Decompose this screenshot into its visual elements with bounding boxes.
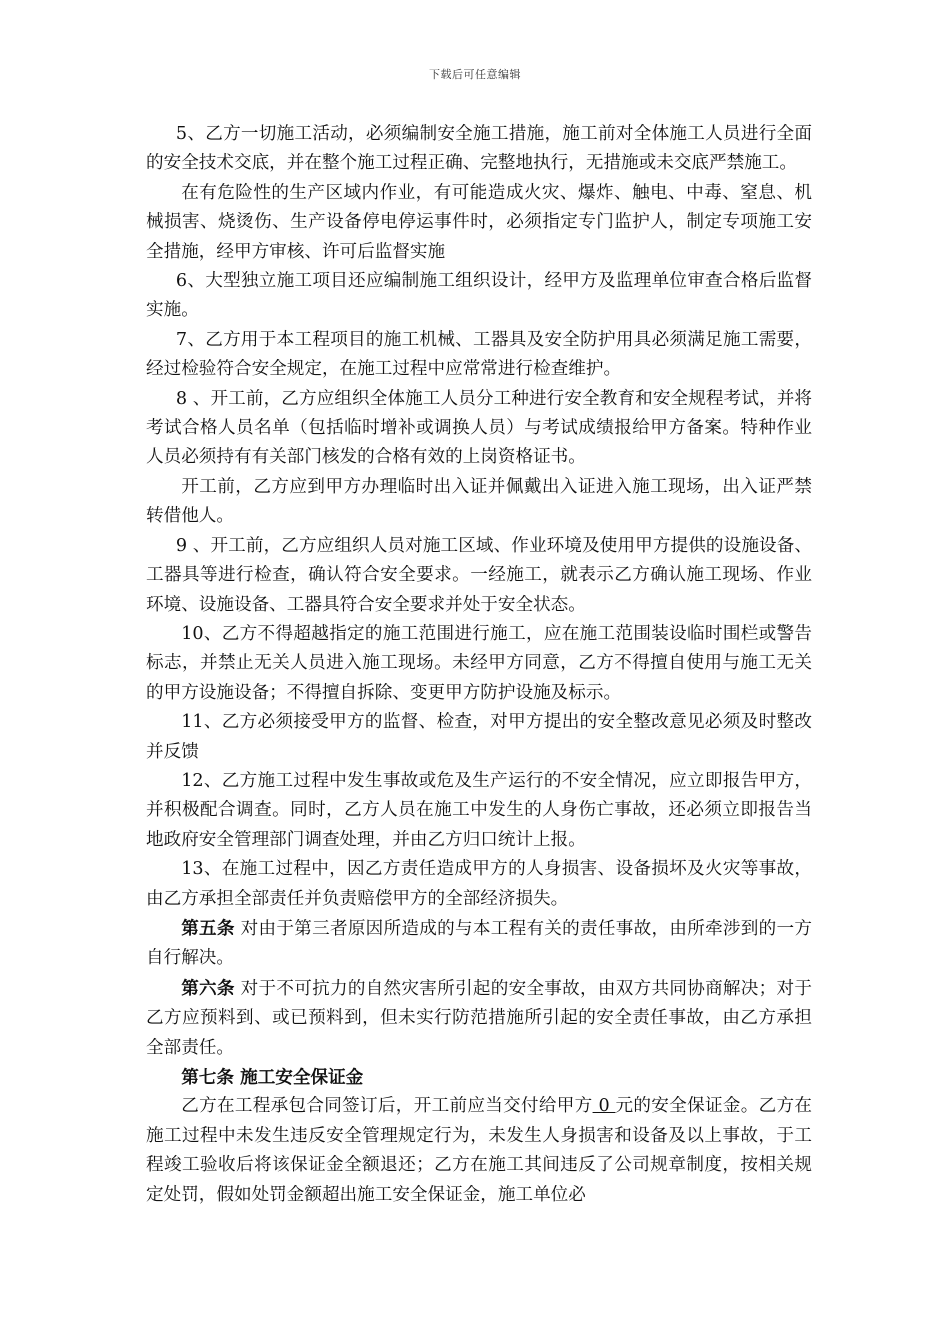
clause-8: 8 、开工前，乙方应组织全体施工人员分工种进行安全教育和安全规程考试，并将考试合格人员名单（包括临时增补或调换人员）与考试成绩报给甲方备案。特种作业人员必须持有有关部门核发的合格有效的上岗资格证书。 [146,388,812,468]
article-6-text: 对于不可抗力的自然灾害所引起的安全事故，由双方共同协商解决；对于乙方应预料到、或已预料到，但未实行防范措施所引起的安全责任事故，由乙方承担全部责任。 [146,978,812,1058]
clause-7: 7、乙方用于本工程项目的施工机械、工器具及安全防护用具必须满足施工需要，经过检验符合安全规定，在施工过程中应常常进行检查维护。 [146,329,812,380]
clause-5: 5、乙方一切施工活动，必须编制安全施工措施，施工前对全体施工人员进行全面的安全技术交底，并在整个施工过程正确、完整地执行，无措施或未交底严禁施工。 [146,124,812,174]
clause-5-supplement: 在有危险性的生产区域内作业，有可能造成火灾、爆炸、触电、中毒、窒息、机械损害、烧烫伤、生产设备停电停运事件时，必须指定专门监护人，制定专项施工安全措施，经甲方审核、许可后监督实施 [146,182,812,262]
clause-12: 12、乙方施工过程中发生事故或危及生产运行的不安全情况，应立即报告甲方，并积极配合调查。同时，乙方人员在施工中发生的人身伤亡事故，还必须立即报告当地政府安全管理部门调查处理，并由乙方归口统计上报。 [146,770,812,850]
page-header-note: 下载后可任意编辑 [429,68,521,81]
clause-13: 13、在施工过程中，因乙方责任造成甲方的人身损害、设备损坏及火灾等事故，由乙方承担全部责任并负责赔偿甲方的全部经济损失。 [146,859,812,909]
article-5-text: 对由于第三者原因所造成的与本工程有关的责任事故，由所牵涉到的一方自行解决。 [146,918,812,969]
article-5 [146,914,812,974]
clause-6: 6、大型独立施工项目还应编制施工组织设计，经甲方及监理单位审查合格后监督实施。 [146,271,812,321]
deposit-amount-blank: 0 [592,1096,616,1117]
article-7-text-after: 元的安全保证金。乙方在施工过程中未发生违反安全管理规定行为，未发生人身损害和设备及以上事故，于工程竣工验收后将该保证金全额退还；乙方在施工其间违反了公司规章制度，按相关规定处罚，假如处罚金额超出施工安全保证金，施工单位必 [146,1096,812,1205]
article-7-heading: 第七条 施工安全保证金 [181,1067,364,1088]
article-7-text-before: 乙方在工程承包合同签订后，开工前应当交付给甲方 [181,1096,593,1117]
clause-9: 9 、开工前，乙方应组织人员对施工区域、作业环境及使用甲方提供的设施设备、工器具等进行检查，确认符合安全要求。一经施工，就表示乙方确认施工现场、作业环境、设施设备、工器具符合安全要求并处于安全状态。 [146,535,812,615]
article-6-label: 第六条 [181,977,235,999]
article-5-label: 第五条 [181,917,235,939]
clause-10: 10、乙方不得超越指定的施工范围进行施工，应在施工范围装设临时围栏或警告标志，并禁止无关人员进入施工现场。未经甲方同意，乙方不得擅自使用与施工无关的甲方设施设备；不得擅自拆除、变更甲方防护设施及标示。 [146,623,812,703]
article-6 [146,974,812,1063]
clause-8-supplement: 开工前，乙方应到甲方办理临时出入证并佩戴出入证进入施工现场，出入证严禁转借他人。 [146,476,812,527]
clause-11: 11、乙方必须接受甲方的监督、检查，对甲方提出的安全整改意见必须及时整改并反馈 [146,712,812,762]
document-body [146,120,812,1210]
article-7-body [146,1092,812,1210]
